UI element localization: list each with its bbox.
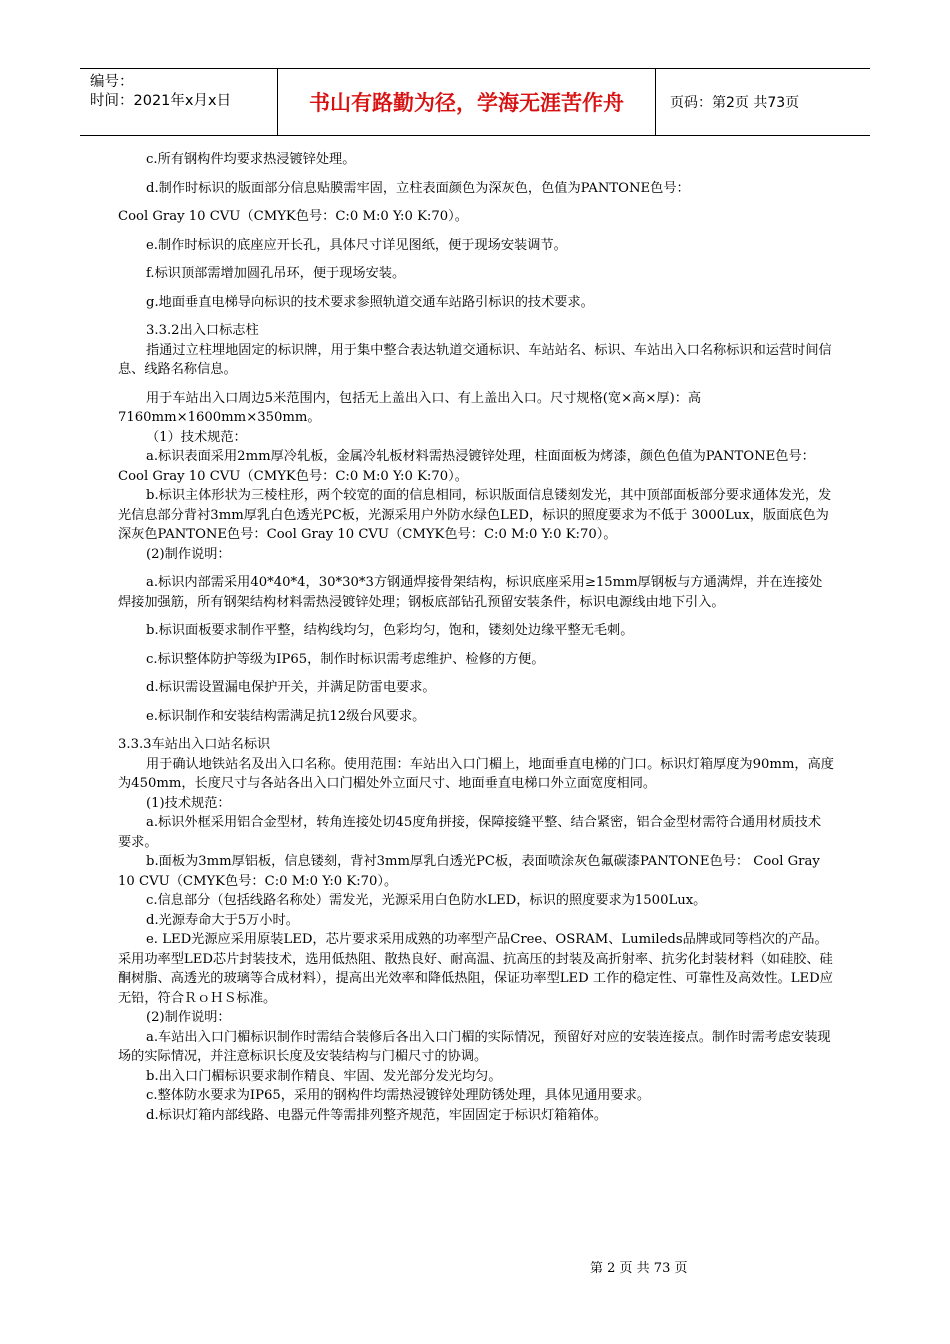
header-page-number: 页码：第2页 共73页 [670,95,800,111]
page-header [80,68,870,136]
paragraph: c.整体防水要求为IP65，采用的钢构件均需热浸镀锌处理防锈处理，具体见通用要求。 [146,1088,651,1103]
paragraph: d.光源寿命大于5万小时。 [146,912,299,928]
paragraph: a.标识外框采用铝合金型材，转角连接处切45度角拼接，保障接缝平整、结合紧密，铝合金型材需符合通用材质技术要求。 [118,815,822,850]
paragraph: d.标识需设置漏电保护开关，并满足防雷电要求。 [146,680,436,695]
paragraph: e. LED光源应采用原装LED，芯片要求采用成熟的功率型产品Cree、OSRAM、Lumileds品牌或同等档次的产品。采用功率型LED芯片封装技术，选用低热阻、散热良好、耐高温、抗高压的封装及高折射率、抗劣化封装材料（如硅胶、硅酮树脂、高透光的玻璃等合成材料），提高出光效率和降低热阻，保证功率型LED 工作的稳定性、可靠性及高效性。LED应无铅，符合ＲｏＨＳ标准。 [118,932,833,1006]
paragraph: a.标识表面采用2mm厚冷轧板，金属冷轧板材料需热浸镀锌处理，柱面面板为烤漆，颜色色值为PANTONE色号： Cool Gray 10 CVU（CMYK色号：C:0 M:0 Y:0 K:70）。 [118,449,815,484]
paragraph: b.面板为3mm厚铝板，信息镂刻，背衬3mm厚乳白透光PC板，表面喷涂灰色氟碳漆PANTONE色号： Cool Gray 10 CVU（CMYK色号：C:0 M:0 Y:0 K:70）。 [118,854,820,889]
paragraph: 指通过立柱埋地固定的标识牌，用于集中整合表达轨道交通标识、车站站名、标识、车站出入口名称标识和运营时间信息、线路名称信息。 [118,342,832,377]
paragraph: 用于确认地铁站名及出入口名称。使用范围：车站出入口门楣上，地面垂直电梯的门口。标识灯箱厚度为90mm，高度为450mm，长度尺寸与各站各出入口门楣处外立面尺寸、地面垂直电梯口外立面宽度相同。 [118,756,834,791]
page-footer: 第 2 页 共 73 页 [590,1261,688,1276]
doc-date-label: 时间：2021年x月x日 [90,93,232,109]
subheading: (2)制作说明： [146,546,231,562]
paragraph: Cool Gray 10 CVU（CMYK色号：C:0 M:0 Y:0 K:70）。 [118,209,468,224]
document-body [118,150,834,1125]
header-motto: 书山有路勤为径，学海无涯苦作舟 [278,69,656,135]
paragraph: e.标识制作和安装结构需满足抗12级台风要求。 [146,708,426,724]
paragraph: c.所有钢构件均要求热浸镀锌处理。 [146,152,356,167]
paragraph: a.标识内部需采用40*40*4，30*30*3方钢通焊接骨架结构，标识底座采用≥15mm厚钢板与方通满焊，并在连接处焊接加强筋，所有钢架结构材料需热浸镀锌处理；钢板底部钻孔预留安装条件，标识电源线由地下引入。 [118,575,823,610]
paragraph: c.信息部分（包括线路名称处）需发光，光源采用白色防水LED，标识的照度要求为1500Lux。 [146,893,707,908]
subheading: (2)制作说明： [146,1010,231,1025]
header-meta [80,69,278,135]
paragraph: b.标识面板要求制作平整，结构线均匀，色彩均匀，饱和，镂刻处边缘平整无毛刺。 [146,623,634,638]
paragraph: b.标识主体形状为三棱柱形，两个较宽的面的信息相同，标识版面信息镂刻发光，其中顶部面板部分要求通体发光，发光信息部分背衬3mm厚乳白色透光PC板，光源采用户外防水绿色LED，标识的照度要求为不低于 3000Lux，版面底色为深灰色PANTONE色号：Cool Gray 10 CVU（CMYK色号：C:0 M:0 Y:0 K:70）。 [118,488,832,542]
paragraph: b.出入口门楣标识要求制作精良、牢固、发光部分发光均匀。 [146,1068,502,1084]
paragraph: f.标识顶部需增加圆孔吊环，便于现场安装。 [146,266,406,281]
doc-number-label: 编号： [90,74,134,90]
paragraph: c.标识整体防护等级为IP65，制作时标识需考虑维护、检修的方便。 [146,651,545,667]
paragraph: d.制作时标识的版面部分信息贴膜需牢固，立柱表面颜色为深灰色，色值为PANTONE色号： [146,180,690,196]
section-heading: 3.3.3车站出入口站名标识 [118,737,271,752]
subheading: （1）技术规范： [146,429,247,445]
section-heading: 3.3.2出入口标志柱 [146,323,259,338]
paragraph: e.制作时标识的底座应开长孔，具体尺寸详见图纸，便于现场安装调节。 [146,237,567,253]
subheading: (1)技术规范： [146,795,231,811]
paragraph: 用于车站出入口周边5米范围内，包括无上盖出入口、有上盖出入口。尺寸规格(宽×高×厚)：高7160mm×1600mm×350mm。 [118,390,702,425]
paragraph: a.车站出入口门楣标识制作时需结合装修后各出入口门楣的实际情况，预留好对应的安装连接点。制作时需考虑安装现场的实际情况，并注意标识长度及安装结构与门楣尺寸的协调。 [118,1029,831,1064]
paragraph: g.地面垂直电梯导向标识的技术要求参照轨道交通车站路引标识的技术要求。 [146,294,594,310]
paragraph: d.标识灯箱内部线路、电器元件等需排列整齐规范，牢固固定于标识灯箱箱体。 [146,1107,608,1123]
